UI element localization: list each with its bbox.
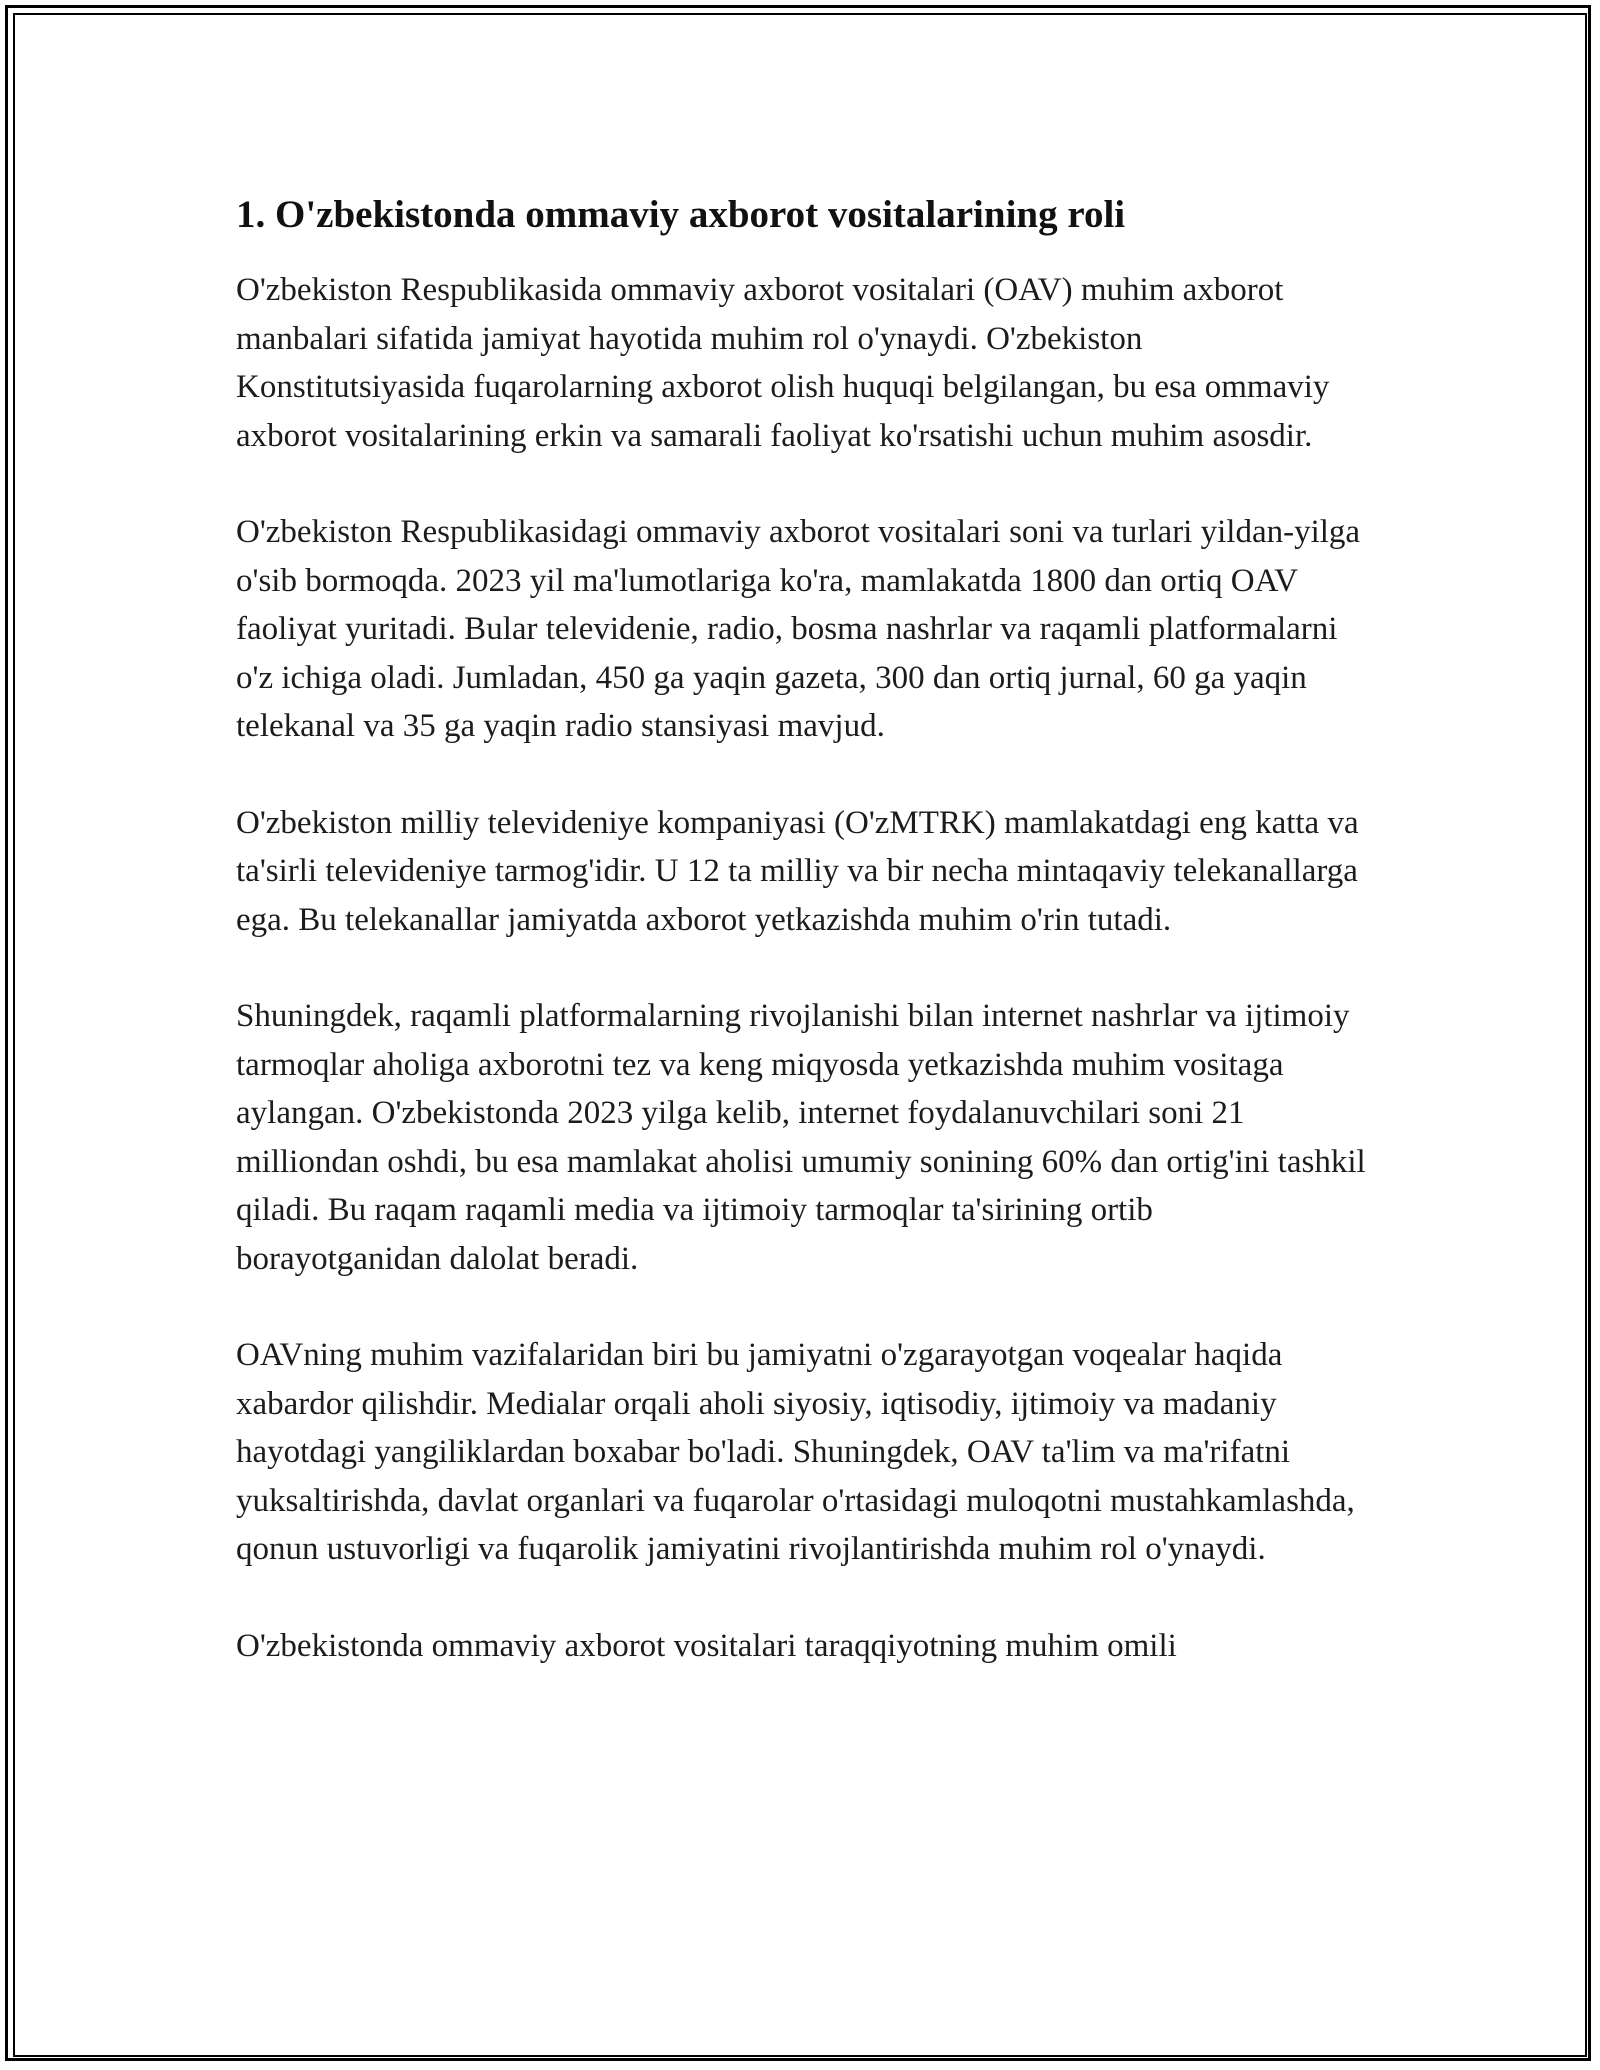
document-body: [236, 190, 1366, 1670]
paragraph-5: OAVning muhim vazifalaridan biri bu jamiyatni o'zgarayotgan voqealar haqida xabardor qilishdir. Medialar orqali aholi siyosiy, iqtisodiy, ijtimoiy va madaniy hayotdagi yangiliklardan boxabar bo'ladi. Shuningdek, OAV ta'lim va ma'rifatni yuksaltirishda, davlat organlari va fuqarolar o'rtasidagi muloqotni mustahkamlashda, qonun ustuvorligi va fuqarolik jamiyatini rivojlantirishda muhim rol o'ynaydi.: [236, 1337, 1355, 1567]
paragraph-6: O'zbekistonda ommaviy axborot vositalari taraqqiyotning muhim omili: [236, 1627, 1177, 1664]
paragraph-3: O'zbekiston milliy televideniye kompaniyasi (O'zMTRK) mamlakatdagi eng katta va ta'sirli televideniye tarmog'idir. U 12 ta milliy va bir necha mintaqaviy telekanallarga ega. Bu telekanallar jamiyatda axborot yetkazishda muhim o'rin tutadi.: [236, 804, 1359, 938]
paragraph-4: Shuningdek, raqamli platformalarning rivojlanishi bilan internet nashrlar va ijtimoiy tarmoqlar aholiga axborotni tez va keng miqyosda yetkazishda muhim vositaga aylangan. O'zbekistonda 2023 yilga kelib, internet foydalanuvchilari soni 21 milliondan oshdi, bu esa mamlakat aholisi umumiy sonining 60% dan ortig'ini tashkil qiladi. Bu raqam raqamli media va ijtimoiy tarmoqlar ta'sirining ortib borayotganidan dalolat beradi.: [236, 998, 1366, 1277]
section-title: 1. O'zbekistonda ommaviy axborot vositalarining roli: [236, 193, 1126, 236]
paragraph-2: O'zbekiston Respublikasidagi ommaviy axborot vositalari soni va turlari yildan-yilga o'sib bormoqda. 2023 yil ma'lumotlariga ko'ra, mamlakatda 1800 dan ortiq OAV faoliyat yuritadi. Bular televidenie, radio, bosma nashrlar va raqamli platformalarni o'z ichiga oladi. Jumladan, 450 ga yaqin gazeta, 300 dan ortiq jurnal, 60 ga yaqin telekanal va 35 ga yaqin radio stansiyasi mavjud.: [236, 514, 1361, 744]
paragraph-1: O'zbekiston Respublikasida ommaviy axborot vositalari (OAV) muhim axborot manbalari sifatida jamiyat hayotida muhim rol o'ynaydi. O'zbekiston Konstitutsiyasida fuqarolarning axborot olish huquqi belgilangan, bu esa ommaviy axborot vositalarining erkin va samarali faoliyat ko'rsatishi uchun muhim asosdir.: [236, 272, 1330, 454]
